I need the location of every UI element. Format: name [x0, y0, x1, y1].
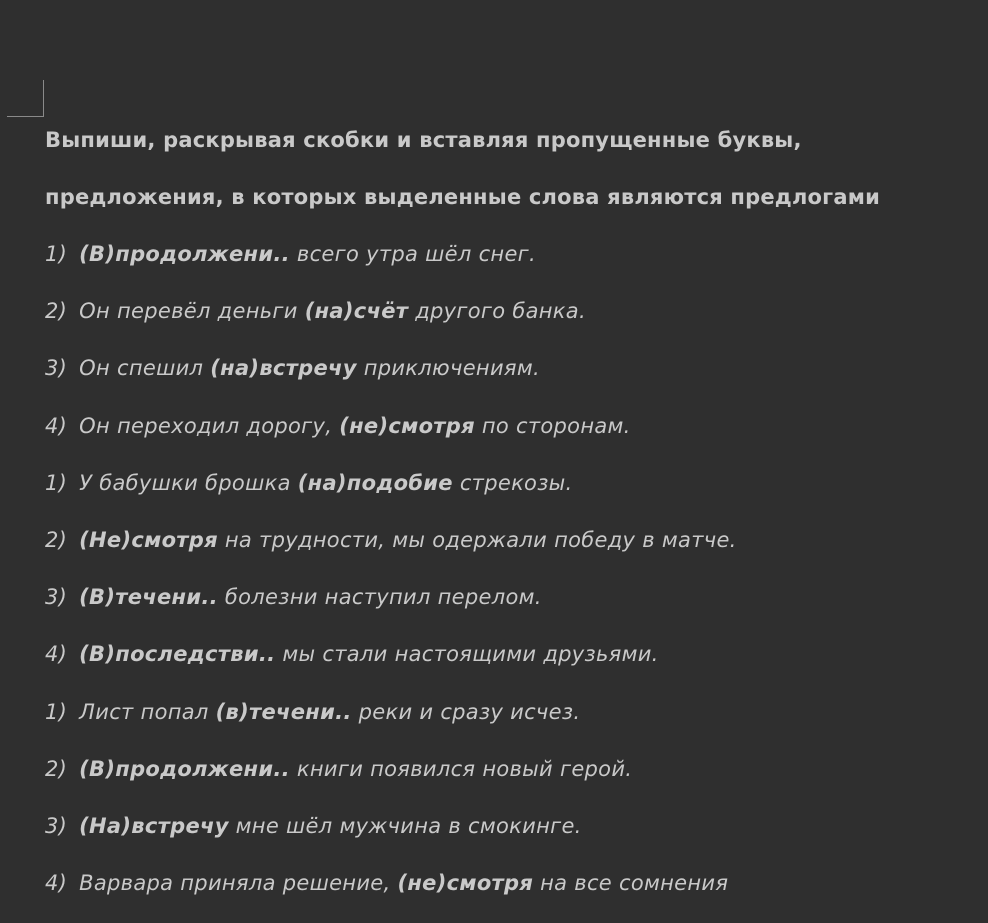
sentence-text-after: другого банка. [408, 299, 586, 324]
highlighted-word: (В)течени.. [79, 585, 218, 610]
sentence-text-after: книги появился новый герой. [289, 756, 633, 781]
highlighted-word: (не)смотря [397, 871, 534, 896]
sentence-text-after: мне шёл мужчина в смокинге. [228, 813, 582, 838]
sentence-number: 1) [45, 470, 68, 495]
sentence-number: 4) [45, 871, 68, 896]
sentence-text-after: всего утра шёл снег. [289, 242, 536, 266]
sentence-text-before: Варвара приняла решение, [79, 871, 398, 896]
highlighted-word: (В)продолжени.. [79, 756, 290, 781]
sentence-text-after: реки и сразу исчез. [351, 699, 581, 724]
sentence-item [45, 340, 985, 397]
highlighted-word: (на)подобие [297, 470, 453, 495]
highlighted-word: (Не)смотря [79, 527, 218, 552]
highlighted-word: (не)смотря [339, 413, 475, 438]
sentence-number: 3) [45, 585, 68, 610]
sentence-number: 2) [45, 756, 68, 781]
highlighted-word: (на)счёт [304, 299, 409, 324]
sentence-item [45, 226, 985, 283]
sentence-text-after: на все сомнения [533, 871, 729, 896]
sentence-number: 4) [45, 413, 68, 438]
sentence-text-after: мы стали настоящими друзьями. [275, 642, 659, 667]
sentence-item [45, 512, 985, 569]
crop-mark-horizontal [7, 116, 44, 117]
sentence-text-after: по сторонам. [474, 413, 631, 438]
sentence-item [45, 684, 985, 741]
sentence-item [45, 798, 985, 855]
sentence-number: 1) [45, 242, 68, 266]
sentence-item [45, 855, 985, 912]
sentence-text-before: У бабушки брошка [79, 470, 298, 495]
sentence-item [45, 626, 985, 683]
sentence-text-before: Он спешил [79, 356, 211, 381]
highlighted-word: (в)течени.. [215, 699, 352, 724]
sentence-item [45, 398, 985, 455]
sentence-item [45, 569, 985, 626]
sentence-text-before: Он перевёл деньги [79, 299, 305, 324]
sentence-number: 3) [45, 813, 68, 838]
highlighted-word: (На)встречу [79, 813, 229, 838]
task-instruction-line-1: Выпиши, раскрывая скобки и вставляя пропущенные буквы, [45, 128, 802, 152]
sentence-number: 1) [45, 699, 68, 724]
sentence-item [45, 741, 985, 798]
sentence-item [45, 455, 985, 512]
sentence-text-after: приключениям. [356, 356, 540, 381]
crop-mark-vertical [43, 80, 44, 117]
sentence-text-after: болезни наступил перелом. [217, 585, 542, 610]
sentence-number: 4) [45, 642, 68, 667]
sentence-text-before: Лист попал [79, 699, 216, 724]
sentence-number: 2) [45, 527, 68, 552]
sentence-number: 3) [45, 356, 68, 381]
highlighted-word: (В)продолжени.. [79, 242, 290, 266]
highlighted-word: (на)встречу [210, 356, 357, 381]
sentence-number: 2) [45, 299, 68, 324]
task-instruction-line-2: предложения, в которых выделенные слова являются предлогами [45, 185, 880, 209]
sentence-text-after: на трудности, мы одержали победу в матче. [217, 527, 737, 552]
sentence-list [45, 226, 985, 912]
sentence-text-before: Он переходил дорогу, [79, 413, 340, 438]
document-body [45, 112, 985, 912]
sentence-text-after: стрекозы. [452, 470, 573, 495]
highlighted-word: (В)последстви.. [79, 642, 276, 667]
sentence-item [45, 283, 985, 340]
